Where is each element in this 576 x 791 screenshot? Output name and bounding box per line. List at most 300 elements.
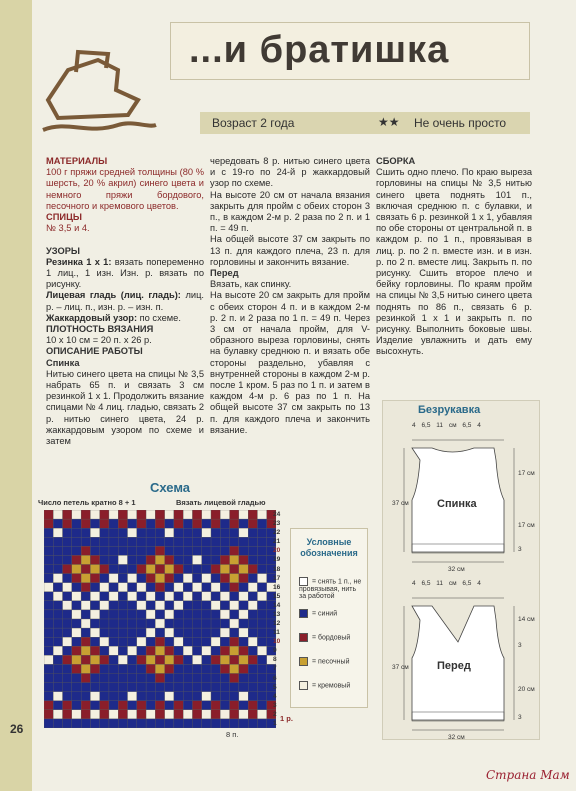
chart-cell — [128, 592, 137, 601]
chart-cell — [230, 610, 239, 619]
chart-cell — [183, 710, 192, 719]
chart-cell — [165, 719, 174, 728]
chart-cell — [128, 583, 137, 592]
front-dim-height: 37 см — [392, 664, 409, 671]
chart-cell — [146, 592, 155, 601]
chart-cell — [100, 510, 109, 519]
row-number: 24 — [273, 511, 281, 518]
chart-cell — [72, 537, 81, 546]
row-number: 10 — [273, 638, 281, 646]
row-number: 4 — [273, 692, 277, 700]
chart-cell — [118, 646, 127, 655]
chart-cell — [81, 701, 90, 710]
chart-cell — [165, 519, 174, 528]
chart-cell — [146, 546, 155, 555]
chart-cell — [118, 674, 127, 683]
chart-cell — [72, 601, 81, 610]
chart-cell — [230, 674, 239, 683]
chart-cell — [100, 701, 109, 710]
chart-cell — [230, 565, 239, 574]
chart-cell — [220, 555, 229, 564]
chart-cell — [63, 583, 72, 592]
row-number: 18 — [273, 565, 281, 573]
chart-cell — [72, 646, 81, 655]
chart-cell — [239, 528, 248, 537]
chart-cell — [109, 601, 118, 610]
chart-cell — [155, 537, 164, 546]
chart-cell — [137, 692, 146, 701]
row-number: 3 — [273, 701, 277, 709]
chart-cell — [72, 519, 81, 528]
chart-cell — [53, 528, 62, 537]
chart-cell — [248, 565, 257, 574]
chart-cell — [211, 655, 220, 664]
chart-cell — [202, 628, 211, 637]
chart-cell — [174, 701, 183, 710]
chart-cell — [192, 537, 201, 546]
chart-cell — [192, 555, 201, 564]
chart-cell — [81, 592, 90, 601]
front-dim-width: 32 см — [448, 734, 465, 741]
chart-cell — [220, 601, 229, 610]
chart-cell — [248, 619, 257, 628]
chart-cell — [211, 528, 220, 537]
row-number: 21 — [273, 538, 281, 546]
chart-cell — [137, 628, 146, 637]
description-heading: ОПИСАНИЕ РАБОТЫ — [46, 346, 143, 357]
front-dim-upper: 14 см — [518, 616, 535, 623]
chart-cell — [220, 528, 229, 537]
chart-cell — [146, 583, 155, 592]
chart-cell — [230, 537, 239, 546]
chart-cell — [128, 574, 137, 583]
legend-item — [299, 681, 363, 690]
chart-cell — [118, 655, 127, 664]
chart-cell — [155, 519, 164, 528]
chart-cell — [128, 628, 137, 637]
chart-cell — [202, 510, 211, 519]
chart-cell — [100, 664, 109, 673]
density-text: 10 х 10 см = 20 п. х 26 р. — [46, 335, 152, 346]
chart-cell — [118, 528, 127, 537]
chart-cell — [137, 619, 146, 628]
chart-cell — [109, 719, 118, 728]
chart-cell — [100, 546, 109, 555]
chart-cell — [192, 546, 201, 555]
chart-cell — [192, 574, 201, 583]
chart-cell — [53, 701, 62, 710]
chart-cell — [257, 537, 266, 546]
chart-cell — [211, 546, 220, 555]
chart-cell — [257, 692, 266, 701]
chart-cell — [165, 619, 174, 628]
chart-cell — [90, 628, 99, 637]
chart-cell — [63, 646, 72, 655]
difficulty-label: Не очень просто — [414, 116, 507, 130]
chart-cell — [174, 592, 183, 601]
chart-cell — [239, 555, 248, 564]
col2-para-5: На высоте 20 см закрыть для пройм с обеих сторон 4 п. и в каждом 2-м р. 2 п. и 2 раза по 1 п. = 49 п. Через 3 см от начала пройм, для V-образного выреза горловины, снять на булавку среднюю п. и вязать обе стороны раздельно, убавляя с внутренней стороны в каждом 2-м р. после 1 кром. 5 раз по 1 п. и затем в каждом 4-м р. 6 раз по 1 п. На общей высоте 37 см закрыть по 13 п. для каждого плеча и закончить вязание. — [210, 290, 370, 435]
chart-cell — [63, 664, 72, 673]
chart-cell — [90, 546, 99, 555]
chart-cell — [44, 528, 53, 537]
chart-cell — [230, 555, 239, 564]
chart-cell — [239, 592, 248, 601]
text-column-2 — [210, 156, 370, 436]
chart-cell — [239, 637, 248, 646]
chart-cell — [183, 583, 192, 592]
chart-cell — [239, 646, 248, 655]
chart-cell — [248, 664, 257, 673]
chart-cell — [192, 692, 201, 701]
chart-cell — [220, 701, 229, 710]
chart-cell — [81, 710, 90, 719]
chart-cell — [192, 583, 201, 592]
chart-cell — [248, 692, 257, 701]
chart-cell — [192, 655, 201, 664]
chart-cell — [155, 619, 164, 628]
chart-cell — [100, 610, 109, 619]
chart-cell — [63, 655, 72, 664]
chart-cell — [44, 710, 53, 719]
legend-label: = песочный — [312, 658, 350, 666]
chart-cell — [165, 637, 174, 646]
chart-cell — [230, 592, 239, 601]
chart-cell — [248, 574, 257, 583]
chart-cell — [90, 710, 99, 719]
chart-cell — [118, 510, 127, 519]
chart-cell — [90, 664, 99, 673]
chart-cell — [220, 574, 229, 583]
chart-cell — [81, 546, 90, 555]
chart-cell — [257, 719, 266, 728]
legend-item — [299, 577, 363, 600]
chart-cell — [109, 710, 118, 719]
chart-cell — [146, 601, 155, 610]
col2-para-2: На высоте 20 см от начала вязания закрыть для пройм с обеих сторон 3 п., в каждом 2-м р. 2 раза по 2 п. и 1 п. = 49 п. — [210, 189, 370, 234]
chart-cell — [72, 546, 81, 555]
chart-cell — [81, 574, 90, 583]
chart-cell — [100, 710, 109, 719]
row-numbers — [273, 510, 289, 728]
row-number: 7 — [273, 665, 277, 673]
chart-cell — [109, 655, 118, 664]
chart-cell — [128, 610, 137, 619]
chart-cell — [230, 601, 239, 610]
chart-cell — [174, 537, 183, 546]
row-number: 16 — [273, 583, 281, 591]
chart-cell — [81, 537, 90, 546]
chart-cell — [53, 628, 62, 637]
chart-cell — [257, 637, 266, 646]
chart-cell — [63, 546, 72, 555]
row-number: 12 — [273, 620, 281, 627]
chart-cell — [100, 683, 109, 692]
chart-cell — [174, 664, 183, 673]
page-number: 26 — [10, 722, 24, 736]
chart-cell — [165, 692, 174, 701]
chart-cell — [137, 592, 146, 601]
chart-cell — [257, 701, 266, 710]
chart-cell — [109, 637, 118, 646]
chart-cell — [174, 574, 183, 583]
chart-cell — [248, 628, 257, 637]
chart-cell — [109, 519, 118, 528]
chart-cell — [72, 683, 81, 692]
chart-cell — [202, 574, 211, 583]
chart-cell — [53, 601, 62, 610]
chart-cell — [63, 719, 72, 728]
chart-cell — [72, 528, 81, 537]
chart-cell — [220, 710, 229, 719]
chart-cell — [239, 664, 248, 673]
chart-cell — [239, 628, 248, 637]
chart-cell — [155, 664, 164, 673]
chart-cell — [137, 655, 146, 664]
chart-cell — [192, 674, 201, 683]
chart-cell — [90, 537, 99, 546]
chart-cell — [211, 719, 220, 728]
chart-cell — [239, 683, 248, 692]
chart-cell — [100, 628, 109, 637]
page-title: ...и братишка — [189, 29, 450, 71]
chart-cell — [137, 574, 146, 583]
chart-cell — [248, 719, 257, 728]
back-dim-lower: 17 см — [518, 522, 535, 529]
chart-cell — [248, 637, 257, 646]
chart-cell — [146, 519, 155, 528]
row-number: 8 — [273, 656, 277, 664]
chart-cell — [155, 628, 164, 637]
chart-cell — [248, 710, 257, 719]
chart-cell — [155, 646, 164, 655]
chart-cell — [183, 637, 192, 646]
chart-cell — [248, 510, 257, 519]
chart-cell — [174, 610, 183, 619]
chart-cell — [137, 710, 146, 719]
row-number: 2 — [273, 710, 277, 718]
chart-cell — [165, 592, 174, 601]
chart-cell — [118, 701, 127, 710]
chart-cell — [248, 646, 257, 655]
chart-cell — [118, 519, 127, 528]
chart-cell — [63, 692, 72, 701]
chart-cell — [211, 601, 220, 610]
vest-title: Безрукавка — [418, 404, 481, 416]
chart-cell — [53, 637, 62, 646]
chart-cell — [220, 583, 229, 592]
chart-cell — [118, 574, 127, 583]
chart-cell — [211, 565, 220, 574]
chart-cell — [211, 637, 220, 646]
chart-cell — [109, 592, 118, 601]
chart-cell — [128, 674, 137, 683]
chart-cell — [211, 574, 220, 583]
chart-cell — [53, 674, 62, 683]
chart-cell — [230, 719, 239, 728]
chart-cell — [118, 546, 127, 555]
chart-cell — [211, 710, 220, 719]
col2-para-1: чередовать 8 р. нитью синего цвета и с 19-го по 24-й р жаккардовый узор по схеме. — [210, 156, 370, 189]
chart-cell — [202, 719, 211, 728]
chart-cell — [146, 628, 155, 637]
chart-cell — [248, 583, 257, 592]
chart-cell — [90, 692, 99, 701]
chart-cell — [192, 610, 201, 619]
chart-cell — [183, 537, 192, 546]
chart-cell — [174, 546, 183, 555]
chart-cell — [109, 619, 118, 628]
chart-cell — [44, 510, 53, 519]
chart-cell — [72, 510, 81, 519]
chart-cell — [183, 628, 192, 637]
chart-cell — [53, 546, 62, 555]
chart-cell — [220, 683, 229, 692]
chart-cell — [183, 719, 192, 728]
chart-cell — [44, 619, 53, 628]
chart-cell — [202, 601, 211, 610]
chart-cell — [248, 592, 257, 601]
chart-cell — [53, 555, 62, 564]
chart-cell — [239, 619, 248, 628]
chart-cell — [230, 655, 239, 664]
legend-item — [299, 657, 363, 666]
watermark-logo: Страна Мам — [486, 768, 570, 782]
chart-cell — [257, 583, 266, 592]
chart-cell — [155, 610, 164, 619]
chart-cell — [220, 565, 229, 574]
chart-cell — [137, 601, 146, 610]
chart-cell — [239, 674, 248, 683]
chart-cell — [63, 619, 72, 628]
chart-cell — [174, 601, 183, 610]
jacquard-chart — [44, 510, 276, 728]
chart-cell — [90, 655, 99, 664]
chart-cell — [165, 701, 174, 710]
legend-label: = снять 1 п., не провязывая, нить за работой — [299, 578, 362, 600]
chart-cell — [44, 583, 53, 592]
chart-cell — [53, 664, 62, 673]
chart-cell — [109, 674, 118, 683]
chart-cell — [183, 610, 192, 619]
chart-cell — [257, 646, 266, 655]
chart-cell — [165, 555, 174, 564]
chart-cell — [118, 592, 127, 601]
row-number: 19 — [273, 556, 281, 564]
density-heading: ПЛОТНОСТЬ ВЯЗАНИЯ — [46, 324, 154, 335]
chart-cell — [220, 619, 229, 628]
chart-cell — [53, 565, 62, 574]
chart-cell — [155, 528, 164, 537]
chart-cell — [90, 555, 99, 564]
title-banner — [170, 22, 530, 80]
chart-cell — [90, 674, 99, 683]
rib-pattern: Резинка 1 х 1: вязать попеременно 1 лиц., 1 изн. Изн. р. вязать по рисунку. — [46, 256, 204, 290]
chart-cell — [72, 628, 81, 637]
legend-label: = синий — [312, 610, 338, 618]
chart-cell — [81, 555, 90, 564]
chart-cell — [44, 637, 53, 646]
chart-cell — [44, 628, 53, 637]
chart-cell — [53, 619, 62, 628]
chart-cell — [155, 510, 164, 519]
chart-cell — [192, 664, 201, 673]
chart-cell — [109, 610, 118, 619]
back-dim-height: 37 см — [392, 500, 409, 507]
chart-cell — [155, 692, 164, 701]
chart-cell — [109, 565, 118, 574]
row-number: 9 — [273, 647, 277, 655]
chart-cell — [211, 664, 220, 673]
scheme-knit-note: Вязать лицевой гладью — [176, 498, 266, 507]
chart-cell — [202, 664, 211, 673]
chart-cell — [211, 692, 220, 701]
chart-cell — [109, 664, 118, 673]
chart-cell — [202, 674, 211, 683]
chart-cell — [155, 674, 164, 683]
chart-cell — [118, 537, 127, 546]
chart-cell — [72, 592, 81, 601]
chart-cell — [44, 701, 53, 710]
chart-cell — [109, 574, 118, 583]
chart-cell — [165, 583, 174, 592]
chart-cell — [118, 555, 127, 564]
chart-cell — [53, 583, 62, 592]
assembly-heading: СБОРКА — [376, 156, 416, 166]
col2-para-3: На общей высоте 37 см закрыть по 13 п. для каждого плеча, 23 п. для горловины и закончить вязание. — [210, 234, 370, 267]
chart-cell — [155, 565, 164, 574]
chart-cell — [100, 537, 109, 546]
chart-cell — [44, 655, 53, 664]
chart-cell — [81, 683, 90, 692]
chart-cell — [155, 637, 164, 646]
chart-cell — [81, 583, 90, 592]
chart-cell — [63, 601, 72, 610]
chart-cell — [81, 646, 90, 655]
chart-cell — [211, 592, 220, 601]
info-bar — [200, 112, 530, 134]
chart-width-label: 8 п. — [226, 730, 239, 739]
boat-icon — [38, 40, 158, 140]
chart-cell — [63, 565, 72, 574]
chart-cell — [165, 528, 174, 537]
chart-cell — [230, 664, 239, 673]
chart-cell — [146, 701, 155, 710]
chart-cell — [230, 528, 239, 537]
legend-item — [299, 609, 363, 618]
chart-cell — [230, 583, 239, 592]
chart-cell — [239, 510, 248, 519]
chart-cell — [146, 683, 155, 692]
chart-cell — [248, 683, 257, 692]
chart-cell — [165, 674, 174, 683]
chart-cell — [146, 637, 155, 646]
chart-cell — [90, 565, 99, 574]
chart-cell — [53, 683, 62, 692]
legend-label: = бордовый — [312, 634, 351, 642]
chart-cell — [183, 655, 192, 664]
chart-cell — [202, 555, 211, 564]
chart-cell — [72, 583, 81, 592]
chart-cell — [220, 510, 229, 519]
chart-cell — [192, 619, 201, 628]
chart-cell — [72, 719, 81, 728]
chart-cell — [90, 528, 99, 537]
chart-cell — [248, 655, 257, 664]
chart-cell — [53, 610, 62, 619]
chart-cell — [128, 710, 137, 719]
chart-cell — [183, 565, 192, 574]
